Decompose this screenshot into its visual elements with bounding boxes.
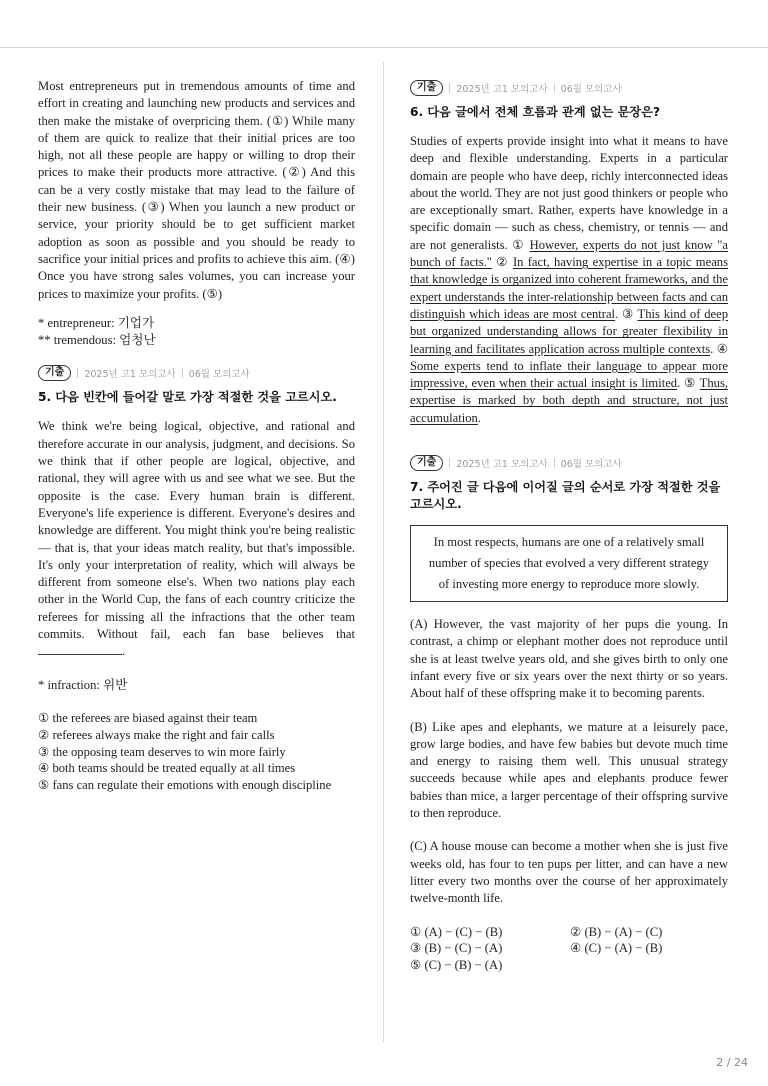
question6-meta	[449, 81, 621, 95]
question6-header	[410, 80, 728, 96]
header-rule	[0, 47, 768, 48]
exam-year: 2025년 고1 모의고사	[84, 369, 176, 381]
footnote-infraction: * infraction: 위반	[38, 677, 128, 692]
sentence-3: This kind of deep but organized understanding allows for greater flexibility in learning and facilitates application across multiple contexts	[410, 306, 728, 356]
question7-meta	[449, 456, 621, 470]
question5-title: 5. 다음 빈칸에 들어갈 말로 가장 적절한 것을 고르시오.	[38, 390, 337, 405]
question6-title: 6. 다음 글에서 전체 흐름과 관계 없는 문장은?	[410, 105, 661, 119]
sentence-marker-1: ①	[512, 237, 526, 252]
question4-passage: Most entrepreneurs put in tremendous amounts of time and effort in creating and launching new products and services and then make the mistake of overpricing them. (①) While many of them are quick to realize that their initial prices are too high, not all these people are happy or willing to drop their prices to make their products more attractive. (②) And this can be a very costly mistake that may lead to the failure of their new business. (③) When you launch a new product or service, your priority should be to get sufficient market adoption as soon as possible and you should be ready to sacrifice your initial prices and profits to achieve this aim. (④) Once you have strong sales volumes, you can increase your prices to maximize your profits. (⑤)	[38, 79, 355, 301]
paragraph-a: (A) However, the vast majority of her pups die young. In contrast, a chimp or elephant mother does not reproduce until she is at least twelve years old, and she gives birth to only one infant every five or six years over the next thirty or so years. About half of these offspring make it to becoming parents.	[410, 617, 728, 701]
option-1[interactable]: ① the referees are biased against their team	[38, 710, 258, 725]
question5-passage-text: We think we're being logical, objective, and rational and therefore accurate in our analysis, judgment, and decisions. So we think that if other people are logical, objective, and rational, they will agree with us and see what we see. But the opposite is the case. Every human brain is different. Everyone's life experience is different. Everyone's desires and knowledge are different. You might think you're being realistic — that is, that your ideas match reality, but that's impossible. It's only your interpretation of reality, which will always be different from someone else's. When two nations play each other in the World Cup, the fans of each country criticize the referees for missing all the infractions that the other team commits. Without fail, each fan base believes that	[38, 419, 355, 642]
option-2[interactable]: ② (B) − (A) − (C)	[570, 924, 663, 939]
exam-year: 2025년 고1 모의고사	[456, 459, 548, 471]
given-passage-box: In most respects, humans are one of a relatively small number of species that evolved a very different strategy of investing more energy to reproduce more slowly.	[410, 525, 728, 602]
option-5[interactable]: ⑤ fans can regulate their emotions with enough discipline	[38, 778, 332, 793]
exam-month: 06월 모의고사	[560, 84, 622, 95]
sentence-4: Some experts tend to inflate their language to appear more impressive, even when their actual insight is limited	[410, 358, 728, 391]
sentence-5: Thus, expertise is marked by both depth and structure, not just accumulation	[410, 376, 729, 425]
question5-options	[38, 710, 355, 794]
question5-header	[38, 365, 355, 381]
sentence-1: However, experts do not just know "a bunch of facts."	[410, 237, 728, 270]
sentence-marker-5: ⑤	[684, 376, 697, 391]
exam-month: 06월 모의고사	[188, 369, 250, 381]
left-column	[38, 78, 355, 794]
right-column	[410, 80, 728, 974]
footnote-tremendous: ** tremendous: 엄청난	[38, 333, 156, 348]
question6-passage: Studies of experts provide insight into what it means to have deep and flexible understanding. Experts in a particular domain are people who have deep, richly interconnected ideas about the world. They are not just good thinkers or people who are exceptionally smart. Rather, experts have knowledge in a specific domain — such as chess, chemistry, or tennis — and are not generalists. ① However, experts do not just know "a bunch of facts." ② In fact, having expertise in a topic means that knowledge is organized into coherent frameworks, and the expert understands the inter-relationship between facts and can distinguish which ideas are most central. ③ This kind of deep but organized understanding allows for greater flexibility in learning and facilitates application across multiple contexts. ④ Some experts tend to inflate their language to appear more impressive, even when their actual insight is limited. ⑤ Thus, expertise is marked by both depth and structure, not just accumulation.	[410, 134, 729, 425]
paragraph-c: (C) A house mouse can become a mother when she is just five weeks old, has four to ten pups per litter, and can have a new litter every two months over the course of her approximately twelve-month life.	[410, 839, 728, 906]
answer-blank	[38, 644, 122, 655]
paragraph-b: (B) Like apes and elephants, we mature at a leisurely pace, grow large bodies, and have few babies but devote much time and energy to raising them well. This unusual strategy succeeds because while apes and elephants produce fewer babies than mice, a larger percentage of their offspring survive to then reproduce.	[410, 719, 728, 821]
option-3[interactable]: ③ (B) − (C) − (A)	[410, 941, 503, 956]
option-1[interactable]: ① (A) − (C) − (B)	[410, 924, 503, 939]
option-4[interactable]: ④ (C) − (A) − (B)	[570, 941, 663, 956]
question7-title: 7. 주어진 글 다음에 이어질 글의 순서로 가장 적절한 것을 고르시오.	[410, 480, 721, 512]
footnote-entrepreneur: * entrepreneur: 기업가	[38, 315, 155, 330]
column-divider	[383, 62, 384, 1042]
question7-options	[410, 924, 728, 974]
past-exam-badge: 기출	[410, 80, 443, 96]
option-5[interactable]: ⑤ (C) − (B) − (A)	[410, 958, 503, 973]
question5-meta	[77, 366, 249, 380]
sentence-marker-3: ③	[622, 306, 634, 321]
question7-header	[410, 455, 728, 471]
sentence-2: In fact, having expertise in a topic means that knowledge is organized into coherent frameworks, and the expert understands the inter-relationship between facts and can distinguish which ideas are most central	[410, 255, 728, 321]
past-exam-badge: 기출	[410, 455, 443, 471]
exam-year: 2025년 고1 모의고사	[456, 84, 548, 95]
exam-month: 06월 모의고사	[560, 459, 622, 471]
page-number: 2 / 24	[716, 1056, 748, 1069]
option-4[interactable]: ④ both teams should be treated equally at all times	[38, 761, 296, 776]
sentence-marker-4: ④	[716, 341, 728, 356]
option-2[interactable]: ② referees always make the right and fair calls	[38, 727, 275, 742]
question5-passage	[38, 418, 355, 660]
past-exam-badge: 기출	[38, 365, 71, 381]
question6-intro: Studies of experts provide insight into what it means to have deep and flexible understanding. Experts in a particular domain are people who have deep, richly interconnected ideas about the world. They are not just good thinkers or people who are exceptionally smart. Rather, experts have knowledge in a specific domain — such as chess, chemistry, or tennis — and are not generalists.	[410, 134, 728, 252]
question5-passage-end: .	[122, 644, 126, 659]
sentence-marker-2: ②	[496, 255, 509, 270]
option-3[interactable]: ③ the opposing team deserves to win more fairly	[38, 744, 286, 759]
